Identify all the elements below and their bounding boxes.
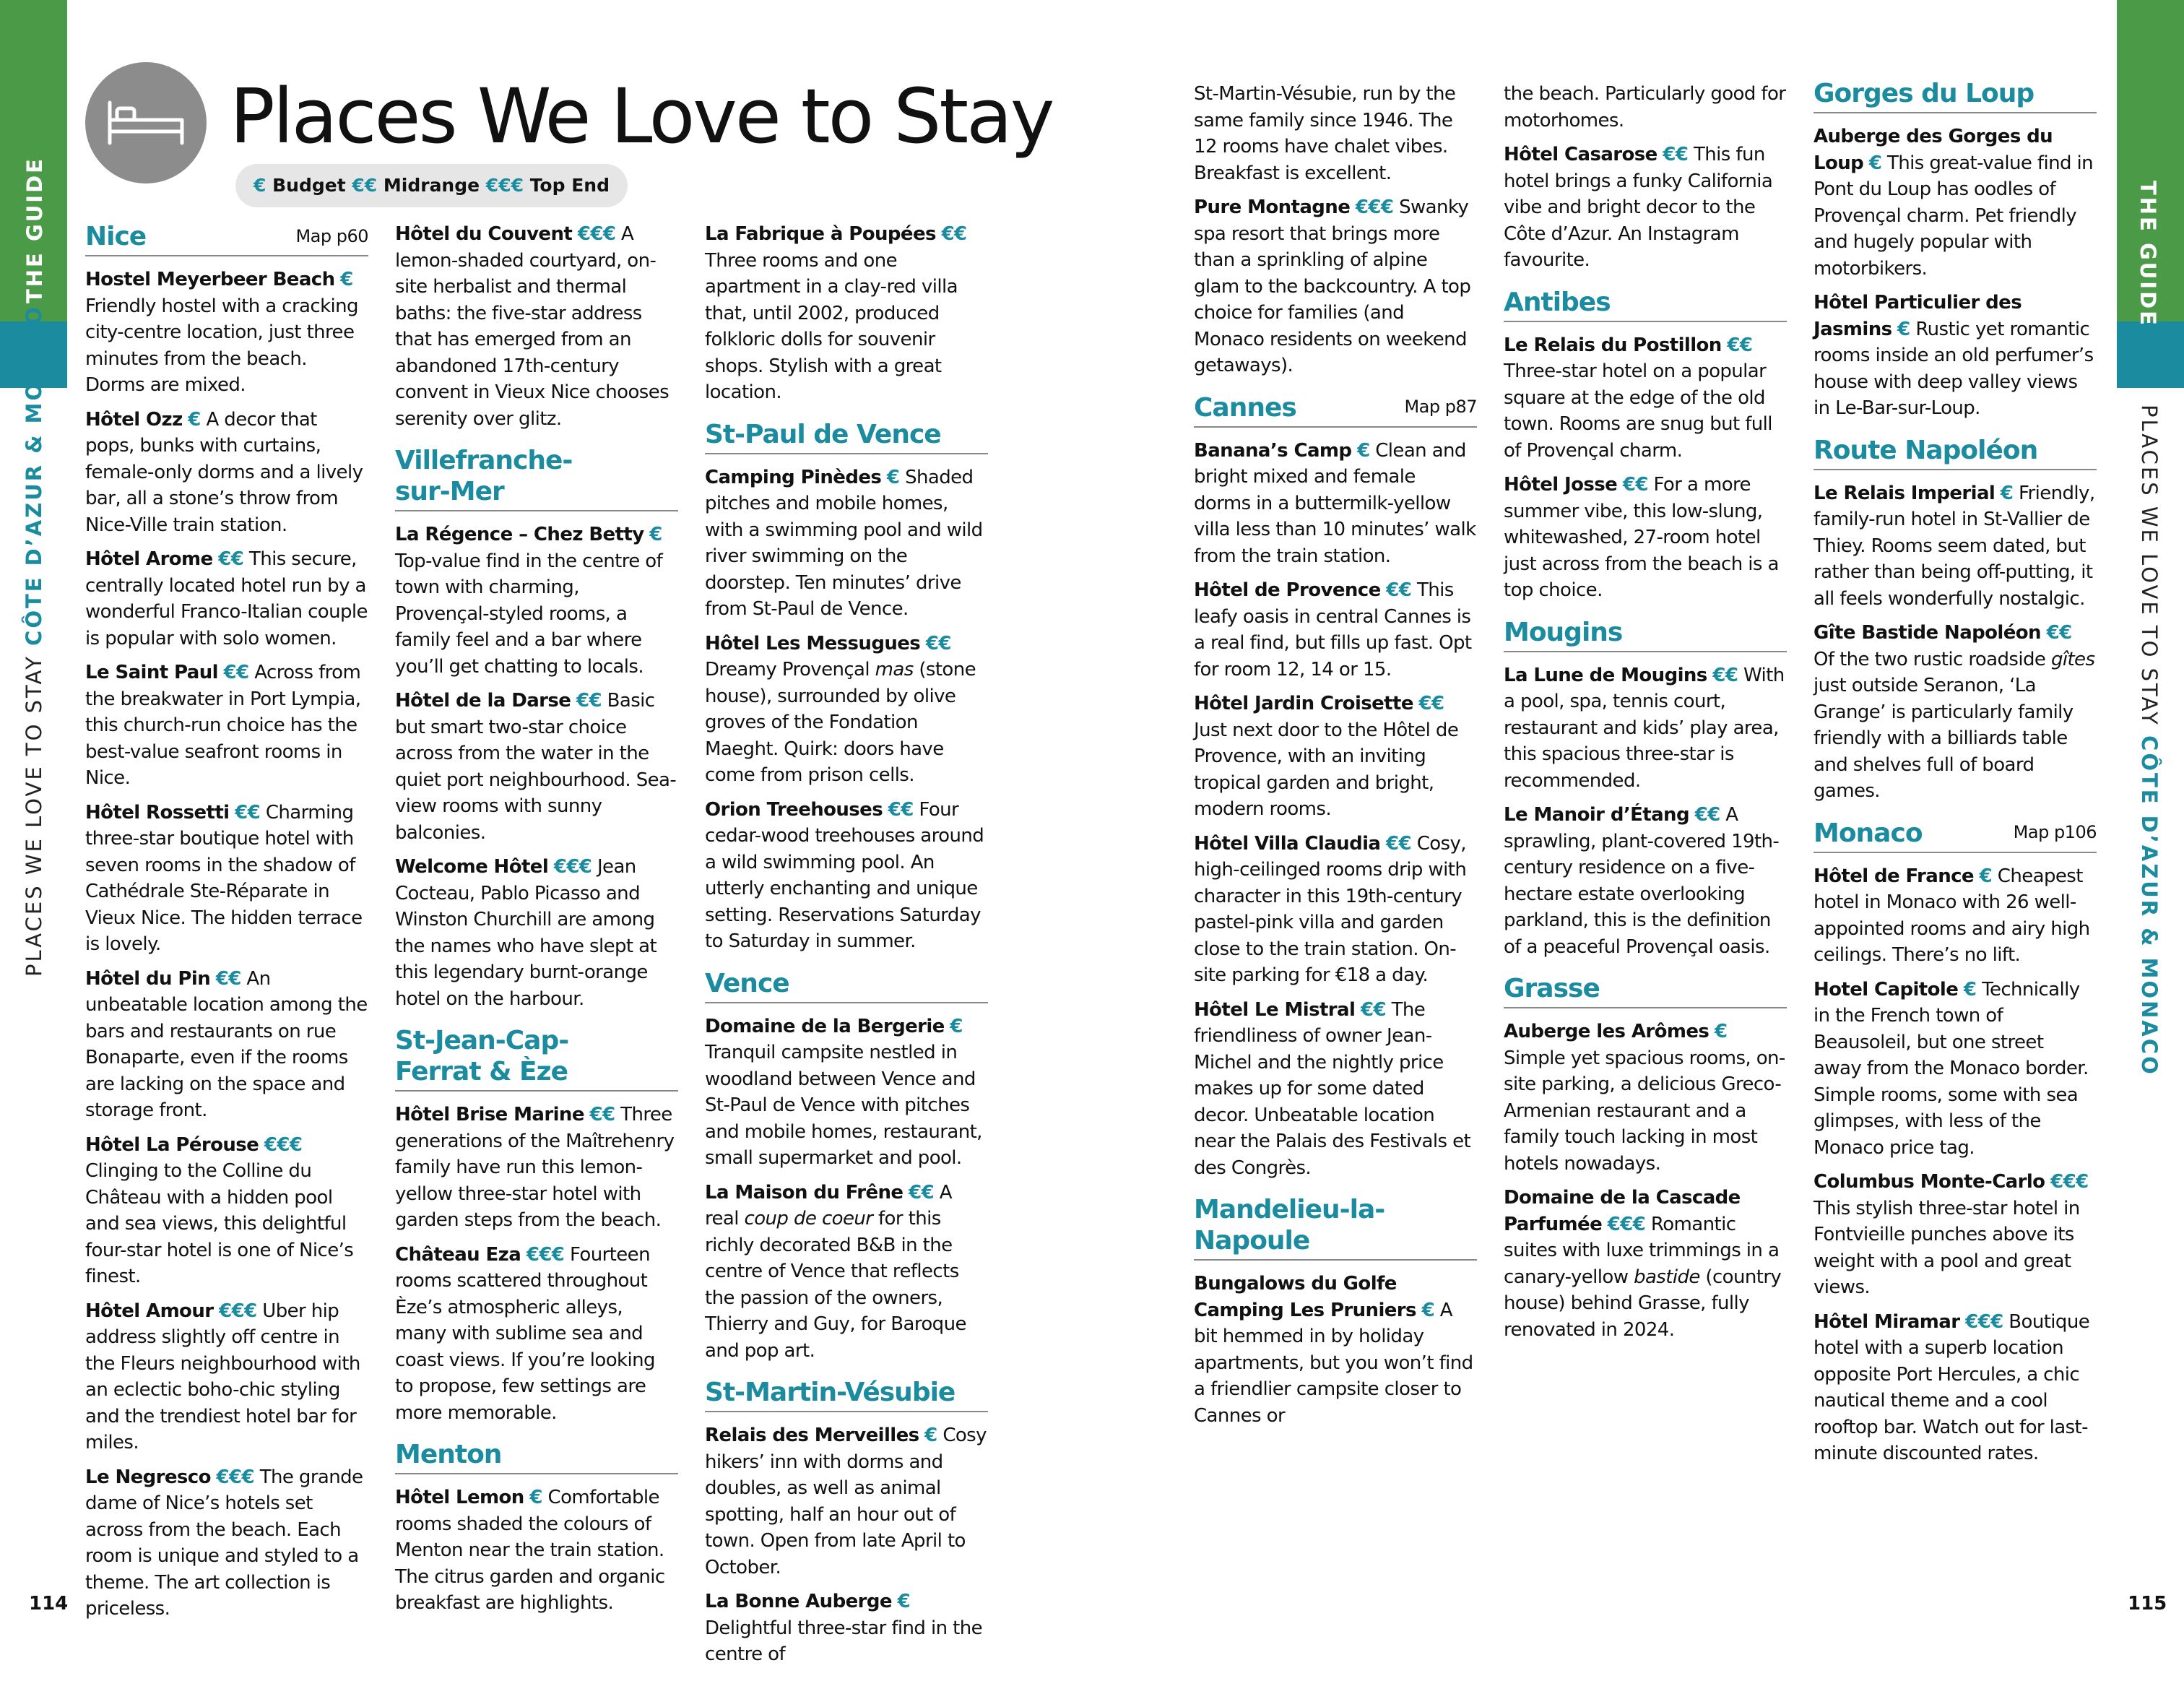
- price-badge: €: [1421, 1299, 1435, 1321]
- price-badge: €€€: [264, 1133, 303, 1156]
- listing: [395, 522, 678, 680]
- listing: [1194, 577, 1477, 683]
- section-menton: [395, 1439, 678, 1474]
- listing-description: Three rooms and one apartment in a clay-red villa that, until 2002, produced folkloric dolls for souvenir shops. Stylish with a great location.: [705, 249, 958, 403]
- listing: [1504, 472, 1787, 604]
- price-badge: €: [1868, 152, 1882, 174]
- price-badge: €€: [1386, 579, 1412, 601]
- section-vence: [705, 968, 988, 1003]
- listing-description: Clinging to the Colline du Château with a hidden pool and sea views, this delightful four-star hotel is one of Nice’s finest.: [85, 1160, 354, 1287]
- listing: [1814, 290, 2097, 422]
- listing-name: Hôtel Casarose: [1504, 144, 1658, 165]
- price-badge: €€€: [219, 1300, 257, 1322]
- listing: [1504, 332, 1787, 464]
- listing: [705, 1589, 988, 1668]
- section-monaco: [1814, 818, 2097, 853]
- listing-description-italic: gîtes: [2050, 648, 2095, 670]
- listing: [1814, 1169, 2097, 1301]
- page-number-right: 115: [2128, 1593, 2167, 1615]
- left-guide-tab-label: THE GUIDE: [22, 157, 47, 303]
- column-4: [1194, 81, 1477, 1437]
- listing-description: Technically in the French town of Beausoleil, but one street away from the Monaco border. Simple rooms, some with sea glimpses, with less of the Monaco price tag.: [1814, 978, 2089, 1159]
- listing-description: This secure, centrally located hotel run by a wonderful Franco-Italian couple is popular with solo women.: [85, 548, 368, 649]
- listing-name: Relais des Merveilles: [705, 1425, 919, 1446]
- listing-name: Château Eza: [395, 1243, 521, 1266]
- listing-name: Le Relais du Postillon: [1504, 334, 1722, 356]
- listing-name: Le Negresco: [85, 1466, 211, 1488]
- section-heading: Cannes: [1194, 392, 1296, 423]
- listing-description: An unbeatable location among the bars and restaurants on rue Bonaparte, even if the rooms are lacking on the space and storage front.: [85, 967, 368, 1121]
- listing-name: Hôtel Josse: [1504, 474, 1618, 496]
- listing-name: Hôtel Rossetti: [85, 801, 230, 824]
- listing: [1194, 997, 1477, 1182]
- price-badge: €€€: [216, 1466, 255, 1488]
- listing: [85, 407, 368, 539]
- right-running-chapter: CÔTE D’AZUR & MONACO: [2137, 735, 2162, 1076]
- listing: [85, 966, 368, 1124]
- price-badge: €€: [215, 967, 241, 990]
- listing: [1504, 1185, 1787, 1343]
- listing-name: La Bonne Auberge: [705, 1591, 892, 1612]
- section-heading: Route Napoléon: [1814, 435, 2038, 465]
- price-badge: €€: [1360, 998, 1386, 1021]
- listing-name: Hôtel de France: [1814, 865, 1974, 887]
- section-heading: Antibes: [1504, 287, 1611, 317]
- listing-description: This leafy oasis in central Cannes is a real find, but fills up fast. Opt for room 12, 14 or 15.: [1194, 579, 1472, 680]
- listing-name: Hôtel Particulier des Jasmins: [1814, 292, 2022, 340]
- listing: [1194, 438, 1477, 570]
- listing-name: Domaine de la Cascade Parfumée: [1504, 1187, 1741, 1235]
- listing-description: Dreamy Provençal: [705, 659, 875, 680]
- section-antibes: [1504, 287, 1787, 322]
- price-badge: €€: [218, 548, 244, 570]
- listing-description: Uber hip address slightly off centre in the Fleurs neighbourhood with an eclectic boho-chic styling and the trendiest hotel bar for miles.: [85, 1300, 360, 1453]
- listing: [705, 464, 988, 623]
- column-3: [705, 221, 988, 1676]
- page-number-left: 114: [29, 1593, 69, 1615]
- listing-description: Basic but smart two-star choice across from the water in the quiet port neighbourhood. Sea-view rooms with sunny balconies.: [395, 690, 677, 844]
- listing: [1194, 194, 1477, 379]
- listing-description: Cheapest hotel in Monaco with 26 well-appointed rooms and airy high ceilings. There’s no lift.: [1814, 865, 2090, 966]
- section-heading: Menton: [395, 1440, 502, 1469]
- listing-name: Bungalows du Golfe Camping Les Pruniers: [1194, 1273, 1416, 1321]
- listing-description: the beach. Particularly good for motorhomes.: [1504, 83, 1786, 131]
- listing-description: This fun hotel brings a funky California vibe and bright decor to the Côte d’Azur. An Instagram favourite.: [1504, 144, 1773, 271]
- listing-description: Delightful three-star find in the centre of: [705, 1617, 983, 1665]
- price-badge: €: [529, 1487, 542, 1508]
- listing-name: Orion Treehouses: [705, 798, 883, 821]
- page-title: Places We Love to Stay: [230, 72, 1053, 160]
- listing: [1194, 831, 1477, 989]
- listing: [1814, 863, 2097, 969]
- listing-description: A sprawling, plant-covered 19th-century residence on a five-hectare estate overlooking parkland, this is the definition of a peaceful Provençal oasis.: [1504, 804, 1780, 958]
- listing-name: Columbus Monte-Carlo: [1814, 1171, 2045, 1193]
- left-running-section: PLACES WE LOVE TO STAY: [22, 645, 46, 977]
- price-badge: €€€: [577, 223, 616, 245]
- column-5: [1504, 81, 1787, 1351]
- price-legend: [235, 164, 628, 207]
- section-heading: St-Jean-Cap-: [395, 1026, 569, 1055]
- listing-name: Welcome Hôtel: [395, 856, 549, 878]
- listing-description: A real: [705, 1181, 952, 1230]
- listing: [1814, 977, 2097, 1162]
- section-heading-line-2: sur-Mer: [395, 477, 504, 506]
- price-badge: €€: [1694, 804, 1720, 826]
- listing-description: Rustic yet romantic rooms inside an old perfumer’s house with deep valley views in Le-Bar-sur-Loup.: [1814, 318, 2094, 419]
- listing-description: Boutique hotel with a superb location opposite Port Hercules, a chic nautical theme and a cool rooftop bar. Watch out for last-minute discounted rates.: [1814, 1310, 2090, 1464]
- listing-continued: [1504, 81, 1787, 134]
- listing: [1814, 620, 2097, 805]
- column-6: [1814, 78, 2097, 1475]
- listing-name: Hôtel Lemon: [395, 1487, 524, 1508]
- listing-name: Hôtel Miramar: [1814, 1310, 1960, 1333]
- listing-name: Auberge les Arômes: [1504, 1021, 1710, 1042]
- section-heading-line-2: Ferrat & Èze: [395, 1057, 568, 1086]
- section-st-paul-de-vence: [705, 419, 988, 454]
- price-badge: €: [897, 1591, 911, 1612]
- legend-budget-symbol: €: [254, 175, 266, 196]
- listing: [1504, 1019, 1787, 1177]
- listing: [1504, 662, 1787, 795]
- listing-name: Hôtel de Provence: [1194, 579, 1381, 601]
- listing-name: La Lune de Mougins: [1504, 664, 1707, 686]
- price-badge: €: [649, 524, 662, 545]
- listing-name: Hôtel Arome: [85, 548, 213, 570]
- price-badge: €€€: [1965, 1310, 2003, 1333]
- listing: [1194, 1271, 1477, 1429]
- listing-description-italic: coup de coeur: [744, 1208, 873, 1230]
- listing: [395, 1485, 678, 1617]
- listing-description: Simple yet spacious rooms, on-site parking, a delicious Greco-Armenian restaurant and a family touch lacking in most hotels nowadays.: [1504, 1047, 1785, 1175]
- listing-description: Charming three-star boutique hotel with seven rooms in the shadow of Cathédrale Ste-Réparate in Vieux Nice. The hidden terrace is lovely.: [85, 801, 363, 955]
- listing-description: Clean and bright mixed and female dorms in a buttermilk-yellow villa less than 10 minutes’ walk from the train station.: [1194, 439, 1476, 567]
- listing-description-cont: just outside Seranon, ‘La Grange’ is particularly family friendly with a billiards table and shelves full of board games.: [1814, 675, 2074, 802]
- price-badge: €: [1897, 318, 1910, 340]
- left-running-head: [22, 305, 46, 977]
- listing: [705, 1180, 988, 1365]
- listing: [1504, 142, 1787, 274]
- listing-description-italic: mas: [875, 659, 914, 680]
- listing: [85, 1132, 368, 1290]
- listing-description: Shaded pitches and mobile homes, with a swimming pool and wild river swimming on the doorstep. Ten minutes’ drive from St-Paul de Vence.: [705, 466, 983, 620]
- listing: [85, 660, 368, 792]
- listing-description: Of the two rustic roadside: [1814, 648, 2051, 670]
- listing-name: Auberge des Gorges du Loup: [1814, 126, 2053, 174]
- column-2: [395, 221, 678, 1625]
- listing-name: Hôtel du Pin: [85, 967, 211, 990]
- listing: [705, 221, 988, 406]
- price-badge: €: [188, 408, 201, 431]
- map-reference[interactable]: Map p106: [2013, 822, 2097, 842]
- listing-description-italic: bastide: [1634, 1266, 1700, 1288]
- listing-name: Hôtel Les Messugues: [705, 632, 921, 654]
- listing: [85, 546, 368, 652]
- listing-description: The friendliness of owner Jean-Michel and the nightly price makes up for some dated decor. Unbeatable location near the Palais des Festivals et des Congrès.: [1194, 998, 1471, 1179]
- listing: [1504, 802, 1787, 960]
- listing: [85, 800, 368, 958]
- column-1: [85, 221, 368, 1630]
- listing-description: Just next door to the Hôtel de Provence, with an inviting tropical garden and bright, modern rooms.: [1194, 719, 1459, 820]
- listing-name: Hôtel de la Darse: [395, 690, 571, 712]
- listing: [705, 797, 988, 955]
- section-heading: Vence: [705, 968, 789, 998]
- section-heading: Nice: [85, 222, 147, 251]
- listing-description: St-Martin-Vésubie, run by the same family since 1946. The 12 rooms have chalet vibes. Breakfast is excellent.: [1194, 83, 1456, 184]
- listing: [395, 221, 678, 432]
- listing-name: Le Saint Paul: [85, 662, 218, 683]
- section-mougins: [1504, 617, 1787, 652]
- listing: [705, 1422, 988, 1581]
- listing-description: Fourteen rooms scattered throughout Èze’s atmospheric alleys, many with sublime sea and coast views. If you’re looking to propose, few settings are more memorable.: [395, 1243, 655, 1424]
- listing-description: Swanky spa resort that brings more than a sprinkling of alpine glam to the backcountry. A top choice for families (and Monaco residents on weekend getaways).: [1194, 196, 1471, 376]
- price-badge: €: [886, 466, 900, 488]
- listing-description: A lemon-shaded courtyard, on-site herbalist and thermal baths: the five-star address that has emerged from an abandoned 17th-century convent in Vieux Nice chooses serenity over glitz.: [395, 223, 670, 430]
- section-heading-line-2: Napoule: [1194, 1226, 1310, 1256]
- listing-name: Domaine de la Bergerie: [705, 1015, 945, 1037]
- price-badge: €€: [1663, 144, 1689, 165]
- listing-name: Hôtel Brise Marine: [395, 1104, 584, 1125]
- listing-name: Hotel Capitole: [1814, 978, 1959, 1001]
- map-reference[interactable]: Map p87: [1404, 397, 1477, 417]
- listing-description-cont: (stone house), surrounded by olive groves of the Fondation Maeght. Quirk: doors have come from prison cells.: [705, 659, 976, 786]
- listing-name: Banana’s Camp: [1194, 439, 1352, 462]
- right-guide-tab-label: THE GUIDE: [2136, 181, 2160, 327]
- listing-name: Hôtel Villa Claudia: [1194, 832, 1381, 855]
- listing-description: A decor that pops, bunks with curtains, female-only dorms and a lively bar, all a stone’s throw from Nice-Ville train station.: [85, 408, 363, 536]
- price-badge: €€: [223, 662, 249, 683]
- listing-name: Le Relais Imperial: [1814, 482, 1996, 504]
- listing-name: Le Manoir d’Étang: [1504, 804, 1689, 826]
- listing-name: La Fabrique à Poupées: [705, 223, 936, 245]
- listing-name: Hôtel La Pérouse: [85, 1133, 259, 1156]
- listing-name: Hôtel Le Mistral: [1194, 998, 1356, 1021]
- section-nice: [85, 221, 368, 256]
- price-badge: €: [950, 1015, 963, 1037]
- price-badge: €€: [1418, 693, 1444, 714]
- listing-description: The grande dame of Nice’s hotels set across from the beach. Each room is unique and styled to a theme. The art collection is priceless.: [85, 1466, 363, 1620]
- listing-description: With a pool, spa, tennis court, restaurant and kids’ play area, this spacious three-star is recommended.: [1504, 664, 1785, 792]
- legend-topend-label: Top End: [523, 175, 610, 196]
- listing-name: Hostel Meyerbeer Beach: [85, 269, 335, 290]
- listing: [395, 854, 678, 1012]
- section-cannes: [1194, 392, 1477, 428]
- listing-description: Across from the breakwater in Port Lympia, this church-run choice has the best-value seafront rooms in Nice.: [85, 662, 361, 789]
- price-badge: €€€: [553, 856, 592, 878]
- listing: [395, 1242, 678, 1427]
- section-heading: Mandelieu-la-: [1194, 1195, 1385, 1224]
- listing-name: Hôtel Amour: [85, 1300, 214, 1322]
- right-running-section: PLACES WE LOVE TO STAY: [2137, 405, 2162, 736]
- listing-name: Hôtel Ozz: [85, 408, 183, 431]
- listing: [85, 1464, 368, 1622]
- price-badge: €: [1357, 439, 1370, 462]
- listing-description: A bit hemmed in by holiday apartments, but you won’t find a friendlier campsite closer to Cannes or: [1194, 1299, 1473, 1427]
- section-heading: St-Martin-Vésubie: [705, 1378, 956, 1407]
- price-badge: €€: [2046, 622, 2072, 644]
- listing-description: This stylish three-star hotel in Fontvieille punches above its weight with a pool and great views.: [1814, 1197, 2080, 1298]
- listing-description-cont: for this richly decorated B&B in the centre of Vence that reflects the passion of the owners, Thierry and Guy, for Baroque and pop art.: [705, 1208, 966, 1362]
- price-badge: €€: [1386, 832, 1412, 855]
- listing-description: Jean Cocteau, Pablo Picasso and Winston Churchill are among the names who have slept at this legendary burnt-orange hotel on the harbour.: [395, 856, 657, 1010]
- listing: [1814, 480, 2097, 613]
- listing-description: Three generations of the Maîtrehenry family have run this lemon-yellow three-star hotel with garden steps from the beach.: [395, 1104, 675, 1231]
- price-badge: €: [1979, 865, 1993, 887]
- section-mandelieu: [1194, 1194, 1477, 1261]
- price-badge: €€€: [2050, 1171, 2089, 1193]
- price-badge: €€€: [526, 1243, 565, 1266]
- bed-icon: [85, 62, 207, 183]
- listing-description: Friendly hostel with a cracking city-centre location, just three minutes from the beach. Dorms are mixed.: [85, 295, 358, 396]
- listing-description: This great-value find in Pont du Loup has oodles of Provençal charm. Pet friendly and hugely popular with motorbikers.: [1814, 152, 2094, 280]
- price-badge: €: [1714, 1021, 1728, 1042]
- price-badge: €€€: [1607, 1213, 1646, 1235]
- section-heading: St-Paul de Vence: [705, 419, 941, 449]
- listing-name: Gîte Bastide Napoléon: [1814, 622, 2041, 644]
- price-badge: €€: [941, 223, 967, 245]
- listing-description: Cosy, high-ceilinged rooms drip with character in this 19th-century pastel-pink villa and garden close to the train station. On-site parking for €18 a day.: [1194, 832, 1467, 986]
- section-heading: Gorges du Loup: [1814, 79, 2034, 108]
- listing: [705, 1014, 988, 1172]
- listing-description: Cosy hikers’ inn with dorms and doubles, as well as animal spotting, half an hour out of town. Open from late April to October.: [705, 1425, 987, 1578]
- price-badge: €€: [888, 798, 914, 821]
- map-reference[interactable]: Map p60: [295, 225, 368, 246]
- price-badge: €: [924, 1425, 937, 1446]
- listing-name: Pure Montagne: [1194, 196, 1351, 218]
- section-grasse: [1504, 973, 1787, 1008]
- listing-name: Camping Pinèdes: [705, 466, 882, 488]
- section-heading: Grasse: [1504, 974, 1600, 1003]
- listing-name: La Maison du Frêne: [705, 1181, 904, 1204]
- listing: [395, 688, 678, 846]
- legend-topend-symbol: €€€: [485, 175, 524, 196]
- left-running-chapter: CÔTE D’AZUR & MONACO: [22, 305, 46, 646]
- price-badge: €€: [925, 632, 951, 654]
- price-badge: €: [340, 269, 353, 290]
- listing: [1194, 691, 1477, 823]
- listing: [1814, 1309, 2097, 1467]
- price-badge: €€: [589, 1104, 615, 1125]
- price-badge: €€: [1712, 664, 1738, 686]
- listing-description: Romantic suites with luxe trimmings in a canary-yellow: [1504, 1213, 1780, 1288]
- price-badge: €€: [576, 690, 602, 712]
- price-badge: €€€: [1355, 196, 1394, 218]
- listing-description-cont: (country house) behind Grasse, fully renovated in 2024.: [1504, 1266, 1782, 1341]
- listing-description: Tranquil campsite nestled in woodland between Vence and St-Paul de Vence with pitches and mobile homes, restaurant, small supermarket and pool.: [705, 1042, 982, 1169]
- listing-name: Hôtel Jardin Croisette: [1194, 693, 1413, 714]
- price-badge: €: [2000, 482, 2014, 504]
- section-st-martin-vesubie: [705, 1377, 988, 1412]
- legend-budget-label: Budget: [266, 175, 352, 196]
- listing-description: Top-value find in the centre of town with charming, Provençal-styled rooms, a family feel and a bar where you’ll get chatting to locals.: [395, 550, 663, 678]
- right-running-head: [2137, 405, 2162, 1076]
- listing: [85, 1298, 368, 1456]
- listing: [1814, 124, 2097, 282]
- section-heading: Villefranche-: [395, 446, 573, 475]
- price-badge: €€: [235, 801, 261, 824]
- price-badge: €€: [1727, 334, 1753, 356]
- listing: [705, 631, 988, 789]
- listing: [85, 267, 368, 399]
- listing-description: Four cedar-wood treehouses around a wild swimming pool. An utterly enchanting and unique setting. Reservations Saturday to Saturday in summer.: [705, 798, 984, 952]
- listing-name: La Régence – Chez Betty: [395, 524, 644, 545]
- listing-continued: [1194, 81, 1477, 186]
- price-badge: €€: [909, 1181, 935, 1204]
- listing-description: For a more summer vibe, this low-slung, whitewashed, 27-room hotel just across from the beach is a top choice.: [1504, 474, 1779, 601]
- legend-midrange-label: Midrange: [377, 175, 486, 196]
- section-heading: Mougins: [1504, 617, 1623, 647]
- legend-midrange-symbol: €€: [352, 175, 378, 196]
- listing-description: Comfortable rooms shaded the colours of Menton near the train station. The citrus garden and organic breakfast are highlights.: [395, 1487, 665, 1614]
- listing: [395, 1102, 678, 1234]
- section-villefranche: [395, 445, 678, 511]
- price-badge: €: [1963, 978, 1977, 1001]
- listing-description: Friendly, family-run hotel in St-Vallier de Thiey. Rooms seem dated, but rather than being off-putting, it all feels wonderfully nostalgic.: [1814, 482, 2095, 610]
- section-heading: Monaco: [1814, 818, 1923, 848]
- price-badge: €€: [1622, 474, 1648, 496]
- right-section-tab: [2117, 321, 2184, 388]
- section-st-jean-cap-ferrat: [395, 1025, 678, 1092]
- listing-description: Three-star hotel on a popular square at the edge of the old town. Rooms are snug but full of Provençal charm.: [1504, 360, 1772, 462]
- section-route-napoleon: [1814, 435, 2097, 470]
- listing-name: Hôtel du Couvent: [395, 223, 573, 245]
- section-gorges-du-loup: [1814, 78, 2097, 113]
